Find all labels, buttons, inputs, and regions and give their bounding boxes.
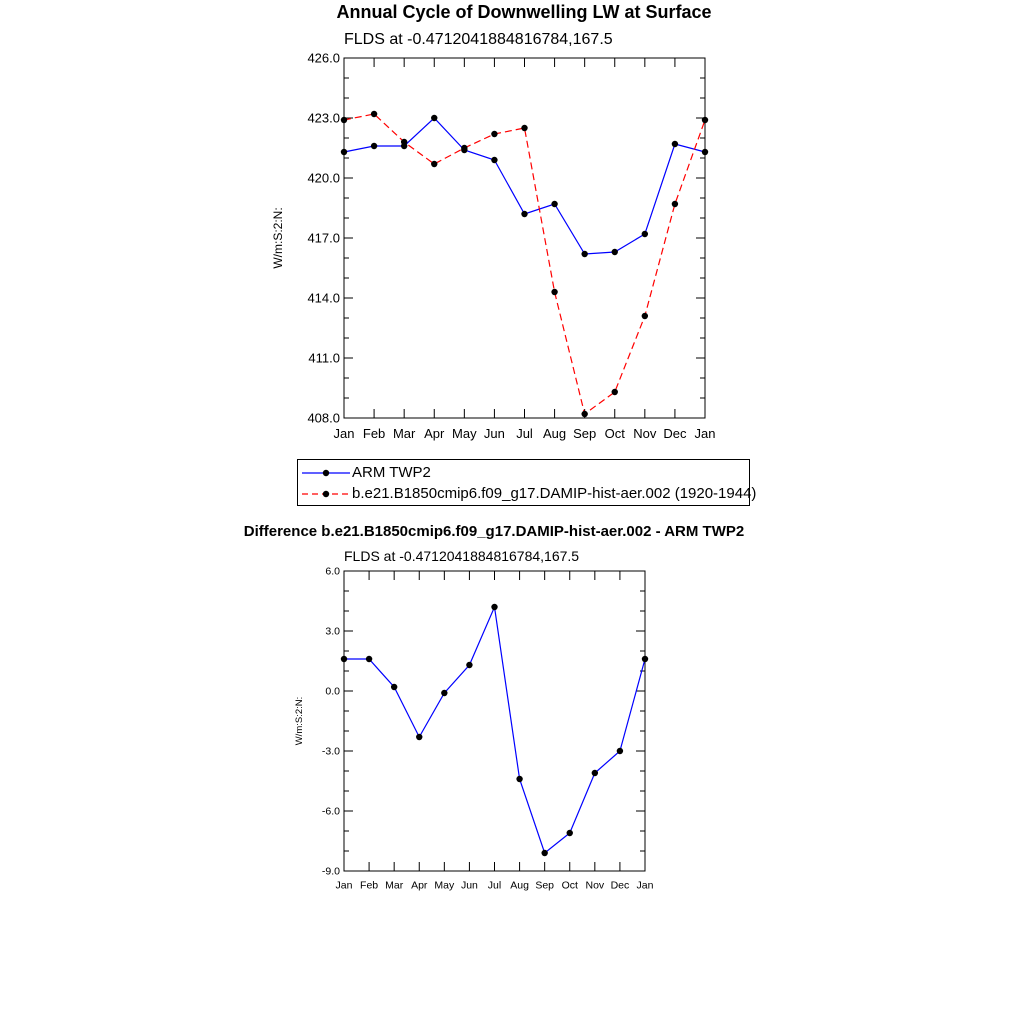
data-point [401,139,407,145]
data-point [672,201,678,207]
data-point [581,251,587,257]
x-tick-label: Jul [487,879,502,892]
data-point [672,141,678,147]
bottom-chart [0,540,1024,1000]
y-tick-label: 417.0 [307,230,340,246]
y-tick-label: 3.0 [325,625,340,638]
x-tick-label: Jan [333,426,355,441]
chart-legend [297,459,757,506]
y-tick-label: 420.0 [307,170,340,186]
data-point [491,157,497,163]
data-point [702,117,708,123]
bottom-chart-subtitle: FLDS at -0.4712041884816784,167.5 [344,548,580,564]
data-point [416,734,422,740]
series-line-0 [344,118,705,254]
top-chart-title: Annual Cycle of Downwelling LW at Surface [336,2,712,22]
x-tick-label: Jan [694,426,716,441]
data-point [617,748,623,754]
y-tick-label: 426.0 [307,50,340,66]
legend-item-model [298,484,757,504]
x-tick-label: Mar [392,426,416,441]
x-tick-label: Dec [663,426,687,441]
data-point [612,249,618,255]
data-point [491,131,497,137]
x-tick-label: Nov [633,426,657,441]
data-point [612,389,618,395]
y-tick-label: 0.0 [325,685,340,698]
y-tick-label: 408.0 [307,410,340,426]
data-point [431,115,437,121]
data-point [521,211,527,217]
data-point [702,149,708,155]
data-point [551,201,557,207]
y-tick-label: 423.0 [307,110,340,126]
data-point [366,656,372,662]
y-tick-label: -6.0 [321,805,340,818]
x-tick-label: Mar [385,879,404,892]
x-tick-label: May [452,426,477,441]
x-tick-label: Jan [335,879,353,892]
y-tick-label: -3.0 [321,745,340,758]
data-point [441,690,447,696]
x-tick-label: Apr [411,879,428,892]
x-tick-label: Sep [573,426,597,441]
legend-item-arm-twp2 [298,463,749,483]
x-tick-label: Apr [424,426,445,441]
data-point [642,231,648,237]
data-point [341,656,347,662]
data-point [431,161,437,167]
x-tick-label: Feb [362,426,386,441]
x-tick-label: Aug [510,879,529,892]
data-point [521,125,527,131]
x-tick-label: May [434,879,455,892]
y-tick-label: 414.0 [307,290,340,306]
legend-line-solid-blue [300,463,352,483]
data-point [491,604,497,610]
top-chart-subtitle: FLDS at -0.4712041884816784,167.5 [344,31,613,48]
bottom-chart-title: Difference b.e21.B1850cmip6.f09_g17.DAMIP-hist-aer.002 - ARM TWP2 [243,523,745,540]
x-tick-label: Aug [543,426,567,441]
data-point [341,117,347,123]
x-tick-label: Feb [360,879,379,892]
x-tick-label: Jul [516,426,533,441]
data-point [371,143,377,149]
data-point [466,662,472,668]
data-point [581,411,587,417]
legend-label: b.e21.B1850cmip6.f09_g17.DAMIP-hist-aer.002 (1920-1944) [352,485,757,502]
y-axis-label: W/m:S:2:N: [271,207,285,269]
plot-frame [344,58,705,418]
plot-frame [344,571,645,871]
x-tick-label: Jan [636,879,654,892]
y-tick-label: 411.0 [308,350,340,366]
data-point [341,149,347,155]
data-point [567,830,573,836]
x-tick-label: Sep [535,879,555,892]
legend-label: ARM TWP2 [352,464,431,481]
x-tick-label: Dec [610,879,630,892]
x-tick-label: Jun [460,879,478,892]
data-point [516,776,522,782]
data-point [592,770,598,776]
legend-line-dashed-red [300,484,352,504]
series-line-0 [344,607,645,853]
data-point [541,850,547,856]
data-point [461,145,467,151]
x-tick-label: Jun [483,426,505,441]
series-line-1 [344,114,705,414]
y-axis-label: W/m:S:2:N: [294,696,305,746]
top-chart [0,0,1024,460]
x-tick-label: Oct [604,426,625,441]
data-point [642,656,648,662]
data-point [371,111,377,117]
x-tick-label: Nov [585,879,605,892]
data-point [642,313,648,319]
y-tick-label: -9.0 [321,865,340,878]
x-tick-label: Oct [561,879,578,892]
data-point [391,684,397,690]
y-tick-label: 6.0 [325,565,340,578]
data-point [551,289,557,295]
